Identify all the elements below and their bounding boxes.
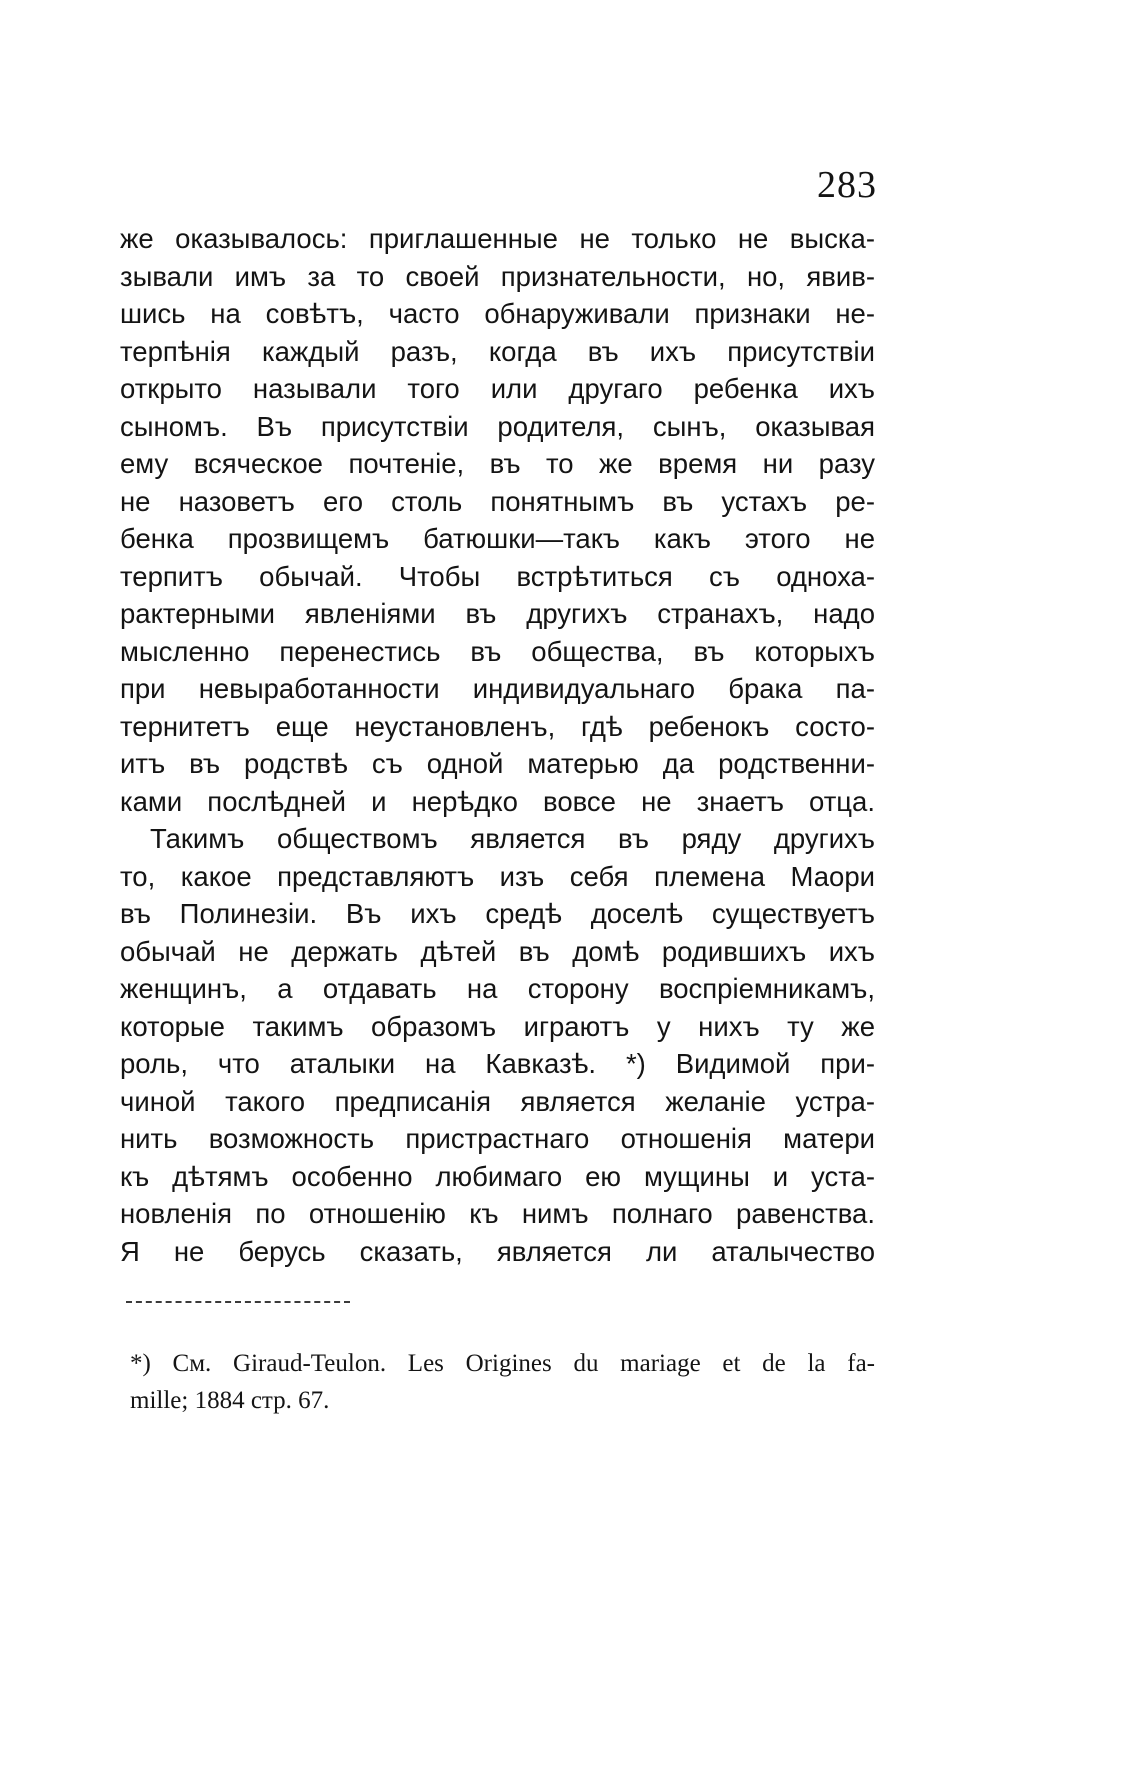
text-line: тернитетъ еще неустановленъ, гдѣ ребенокъ состо- <box>120 710 875 742</box>
text-line: чиной такого предписанія является желаніе устра- <box>120 1085 875 1117</box>
page-number: 283 <box>817 164 877 206</box>
text-line: итъ въ родствѣ съ одной матерью да родственни- <box>120 748 875 779</box>
text-line: въ Полинезіи. Въ ихъ средѣ доселѣ существуетъ <box>120 898 875 929</box>
text-line: бенка прозвищемъ батюшки—такъ какъ этого не <box>120 523 875 554</box>
paragraph-start-line: Такимъ обществомъ является въ ряду другихъ <box>150 823 875 854</box>
text-line: не назоветъ его столь понятнымъ въ устахъ ре- <box>120 485 875 517</box>
footnote-divider <box>126 1301 350 1303</box>
text-line: новленія по отношенію къ нимъ полнаго равенства. <box>120 1198 875 1229</box>
text-line: шись на совѣтъ, часто обнаруживали признаки не- <box>120 298 875 329</box>
text-line: къ дѣтямъ особенно любимаго ею мущины и уста- <box>120 1160 875 1192</box>
footnote-line: mille; 1884 стр. 67. <box>130 1387 330 1414</box>
text-line: нить возможность пристрастнаго отношенія матери <box>120 1123 875 1154</box>
text-line: при невыработанности индивидуальнаго брака па- <box>120 673 875 704</box>
text-line: мысленно перенестись въ общества, въ которыхъ <box>120 635 875 667</box>
text-line: обычай не держать дѣтей въ домѣ родившихъ ихъ <box>120 935 875 967</box>
footnote <box>130 1345 875 1419</box>
text-line: роль, что аталыки на Кавказѣ. *) Видимой при- <box>120 1048 875 1079</box>
text-line: Я не берусь сказать, является ли аталычество <box>120 1235 875 1267</box>
body-text <box>120 220 875 1270</box>
text-line: открыто называли того или другаго ребенка ихъ <box>120 373 875 404</box>
text-line: рактерными явленіями въ другихъ странахъ, надо <box>120 598 875 629</box>
text-line: ками послѣдней и нерѣдко вовсе не знаетъ отца. <box>120 785 875 817</box>
text-line: терпитъ обычай. Чтобы встрѣтиться съ одноха- <box>120 560 875 592</box>
text-line: зывали имъ за то своей признательности, но, явив- <box>120 260 875 292</box>
footnote-line: *) См. Giraud-Teulon. Les Origines du mariage et de la fa- <box>130 1350 875 1377</box>
text-line: ему всяческое почтеніе, въ то же время ни разу <box>120 448 875 479</box>
text-line: которые такимъ образомъ играютъ у нихъ ту же <box>120 1010 875 1042</box>
text-line: терпѣнія каждый разъ, когда въ ихъ присутствіи <box>120 335 875 367</box>
text-line: женщинъ, а отдавать на сторону воспріемникамъ, <box>120 973 875 1004</box>
text-line: то, какое представляютъ изъ себя племена Маори <box>120 860 875 892</box>
text-line: сыномъ. Въ присутствіи родителя, сынъ, оказывая <box>120 410 875 442</box>
text-line: же оказывалось: приглашенные не только не выска- <box>120 223 875 254</box>
